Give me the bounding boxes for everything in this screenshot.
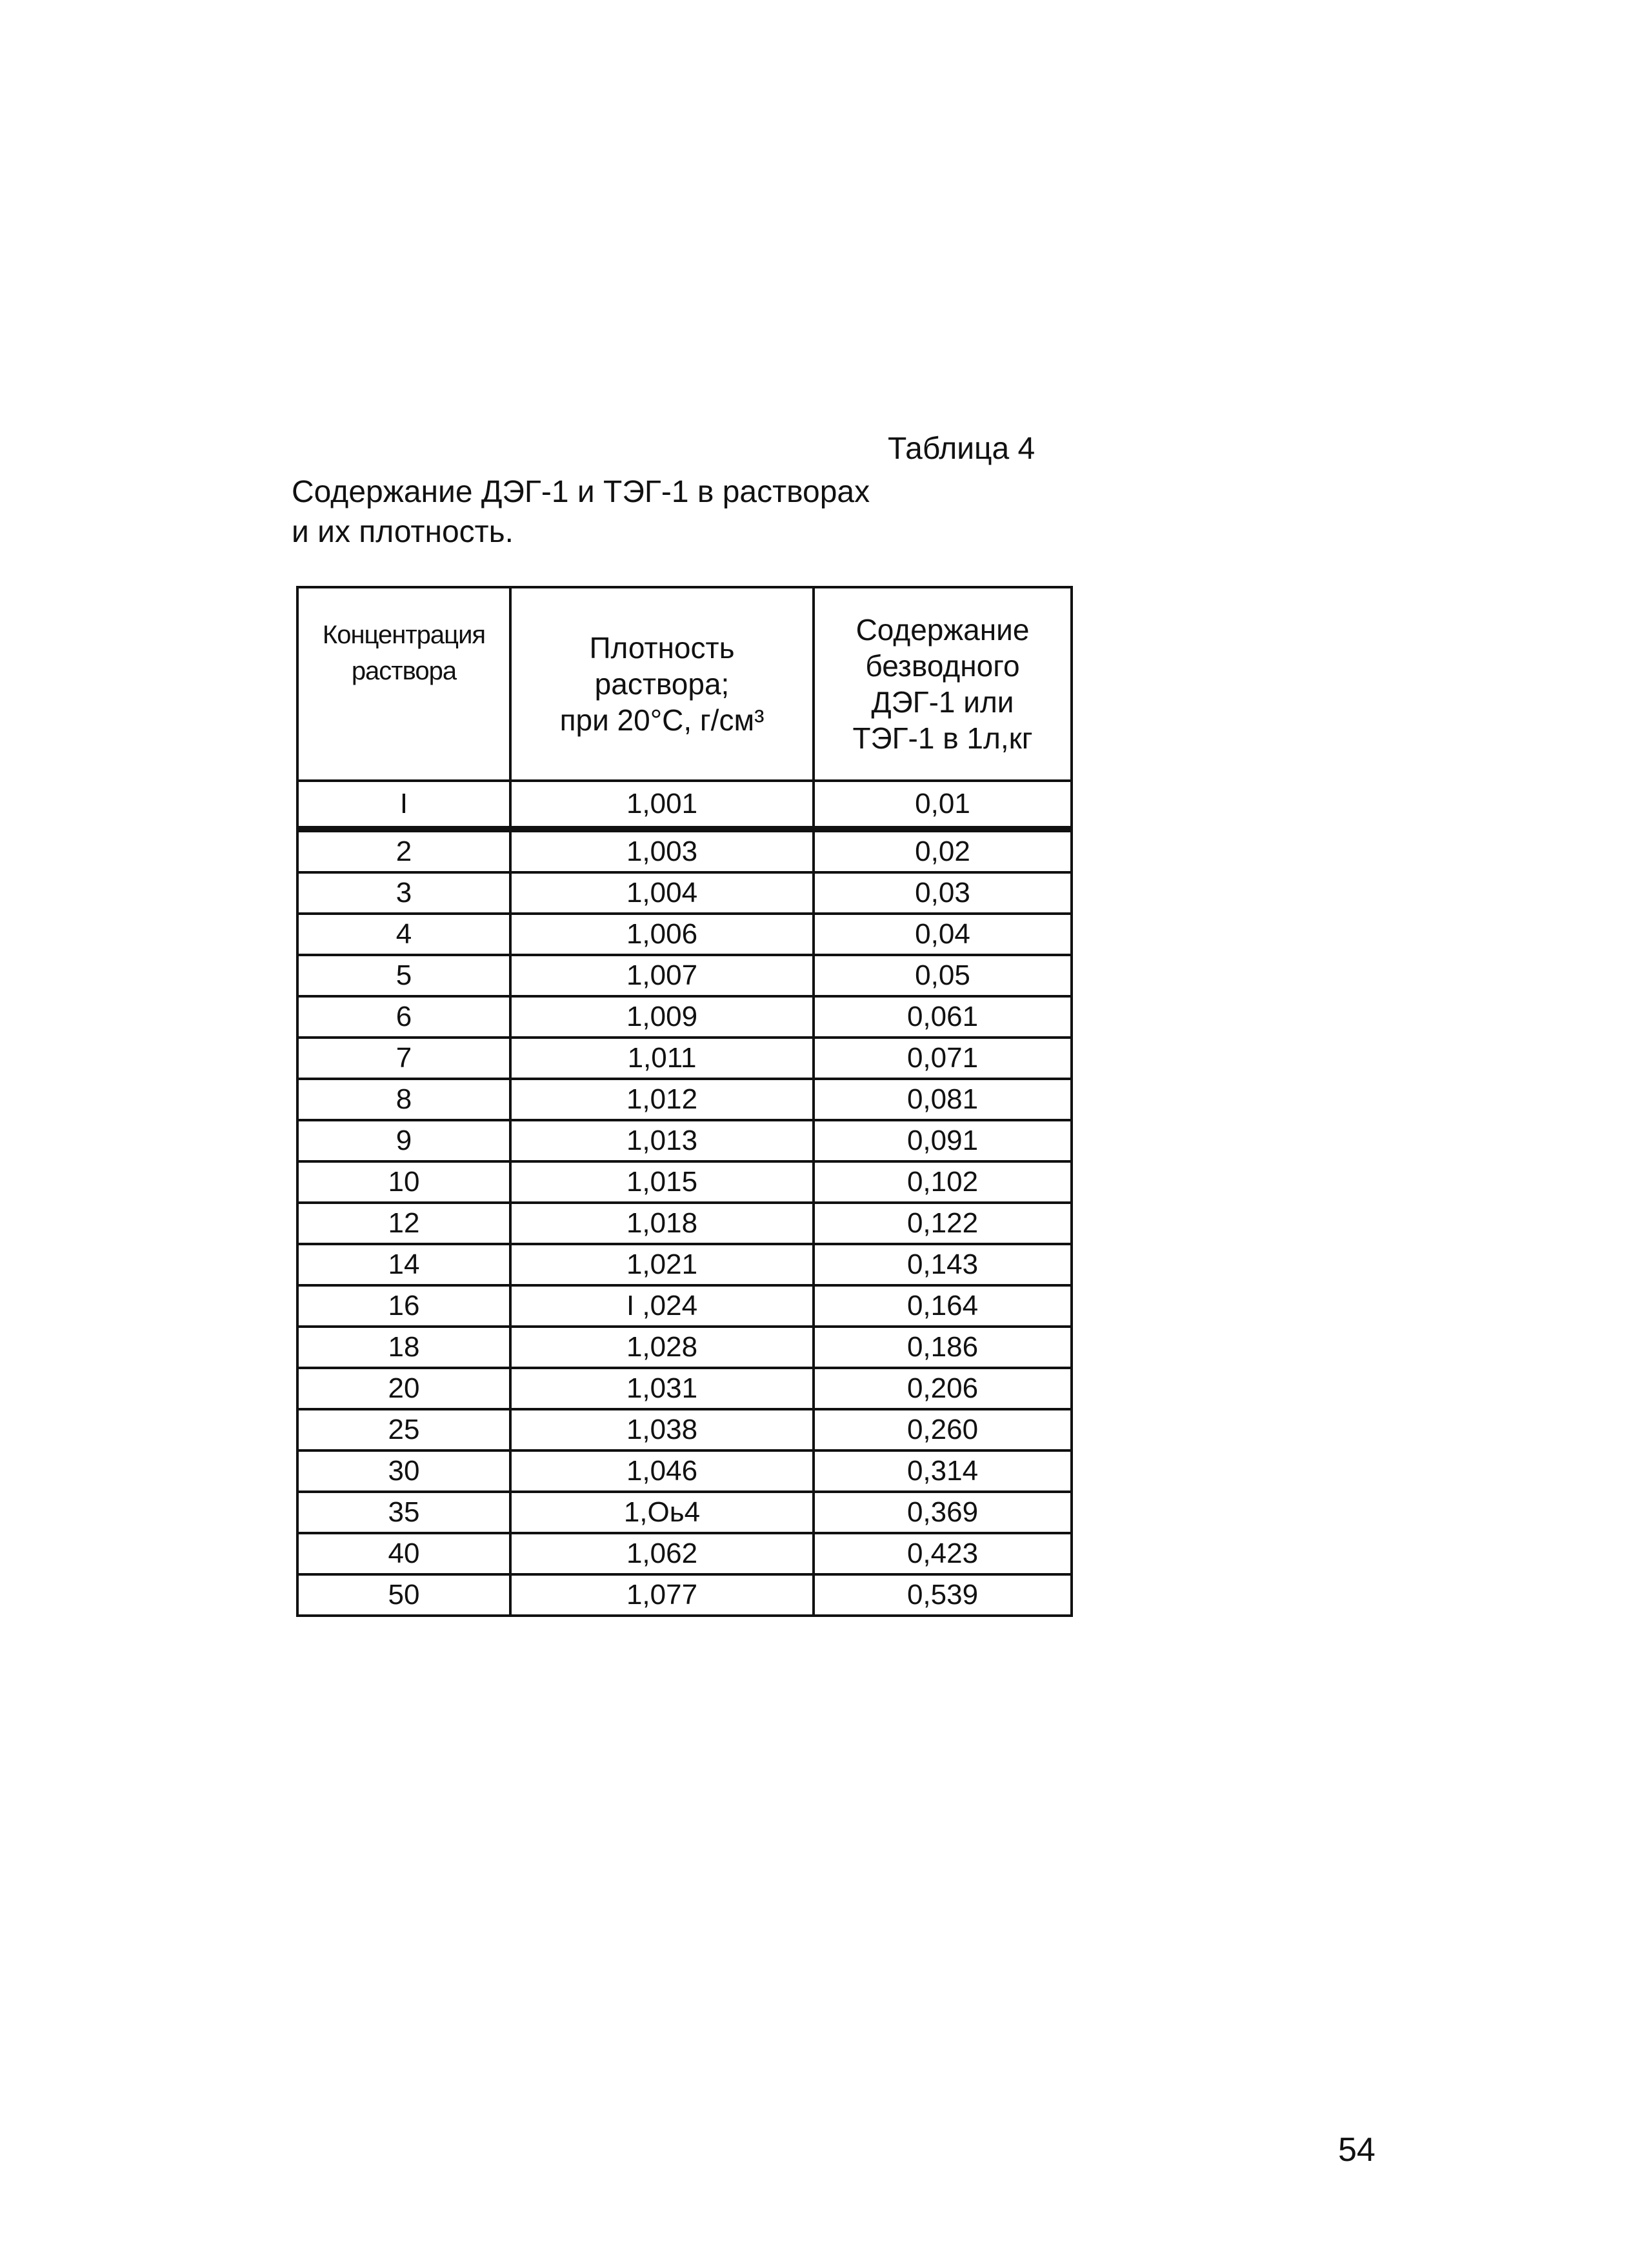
cell-concentration: 8 <box>297 1079 510 1120</box>
cell-concentration: 7 <box>297 1038 510 1079</box>
header-concentration-line: Концентрация <box>322 621 486 649</box>
table-row <box>297 1492 1072 1533</box>
table-row <box>297 1120 1072 1161</box>
table-row <box>297 1368 1072 1409</box>
cell-concentration: 18 <box>297 1327 510 1368</box>
table-row <box>297 829 1072 872</box>
cell-concentration: 6 <box>297 996 510 1038</box>
table-row <box>297 996 1072 1038</box>
cell-concentration: 40 <box>297 1533 510 1574</box>
cell-content: 0,03 <box>814 872 1072 914</box>
cell-concentration: 3 <box>297 872 510 914</box>
cell-content: 0,01 <box>814 781 1072 829</box>
table-row <box>297 781 1072 829</box>
table-row <box>297 1533 1072 1574</box>
cell-density: 1,013 <box>510 1120 814 1161</box>
table-row <box>297 1161 1072 1203</box>
header-content <box>814 587 1072 781</box>
cell-concentration: 16 <box>297 1285 510 1327</box>
table-row <box>297 914 1072 955</box>
table-row <box>297 1574 1072 1616</box>
table-row <box>297 1327 1072 1368</box>
header-content-line: ДЭГ-1 или <box>871 685 1014 719</box>
cell-content: 0,206 <box>814 1368 1072 1409</box>
table-caption <box>292 472 870 552</box>
cell-concentration: 25 <box>297 1409 510 1450</box>
cell-content: 0,122 <box>814 1203 1072 1244</box>
cell-content: 0,369 <box>814 1492 1072 1533</box>
cell-content: 0,04 <box>814 914 1072 955</box>
cell-density: 1,007 <box>510 955 814 996</box>
table-header-row <box>297 587 1072 781</box>
cell-concentration: 4 <box>297 914 510 955</box>
header-content-line: ТЭГ-1 в 1л,кг <box>852 721 1033 755</box>
cell-content: 0,260 <box>814 1409 1072 1450</box>
header-density <box>510 587 814 781</box>
cell-content: 0,091 <box>814 1120 1072 1161</box>
cell-density: 1,006 <box>510 914 814 955</box>
cell-content: 0,143 <box>814 1244 1072 1285</box>
cell-content: 0,539 <box>814 1574 1072 1616</box>
table-row <box>297 1038 1072 1079</box>
cell-concentration: 50 <box>297 1574 510 1616</box>
table-row <box>297 955 1072 996</box>
cell-concentration: 5 <box>297 955 510 996</box>
cell-concentration: 2 <box>297 829 510 872</box>
cell-density: 1,018 <box>510 1203 814 1244</box>
cell-density: 1,046 <box>510 1450 814 1492</box>
table-label: Таблица 4 <box>888 432 1036 466</box>
cell-density: 1,021 <box>510 1244 814 1285</box>
concentration-density-table <box>296 586 1073 1617</box>
cell-content: 0,186 <box>814 1327 1072 1368</box>
cell-concentration: 14 <box>297 1244 510 1285</box>
caption-line-2: и их плотность. <box>292 515 514 549</box>
cell-density: 1,012 <box>510 1079 814 1120</box>
cell-content: 0,02 <box>814 829 1072 872</box>
table-row <box>297 1244 1072 1285</box>
caption-line-1: Содержание ДЭГ-1 и ТЭГ-1 в растворах <box>292 475 870 509</box>
cell-density: 1,004 <box>510 872 814 914</box>
header-concentration-line: раствора <box>351 657 457 685</box>
cell-content: 0,102 <box>814 1161 1072 1203</box>
cell-concentration: 30 <box>297 1450 510 1492</box>
cell-density: 1,001 <box>510 781 814 829</box>
cell-content: 0,423 <box>814 1533 1072 1574</box>
cell-content: 0,164 <box>814 1285 1072 1327</box>
header-concentration <box>297 587 510 781</box>
cell-content: 0,314 <box>814 1450 1072 1492</box>
cell-content: 0,071 <box>814 1038 1072 1079</box>
cell-density: 1,Оь4 <box>510 1492 814 1533</box>
cell-density: 1,009 <box>510 996 814 1038</box>
header-content-line: Содержание <box>856 613 1030 647</box>
cell-density: I ,024 <box>510 1285 814 1327</box>
cell-density: 1,038 <box>510 1409 814 1450</box>
table-row <box>297 1203 1072 1244</box>
table-row <box>297 1079 1072 1120</box>
table-body <box>297 781 1072 1616</box>
table-row <box>297 1285 1072 1327</box>
cell-density: 1,077 <box>510 1574 814 1616</box>
header-density-line: Плотность <box>589 631 735 665</box>
cell-concentration: 35 <box>297 1492 510 1533</box>
cell-content: 0,05 <box>814 955 1072 996</box>
table-row <box>297 1450 1072 1492</box>
cell-concentration: 20 <box>297 1368 510 1409</box>
cell-concentration: 9 <box>297 1120 510 1161</box>
cell-content: 0,081 <box>814 1079 1072 1120</box>
table-row <box>297 1409 1072 1450</box>
cell-density: 1,028 <box>510 1327 814 1368</box>
cell-density: 1,062 <box>510 1533 814 1574</box>
header-content-line: безводного <box>865 649 1020 683</box>
cell-concentration: 10 <box>297 1161 510 1203</box>
table-row <box>297 872 1072 914</box>
cell-concentration: 12 <box>297 1203 510 1244</box>
cell-density: 1,015 <box>510 1161 814 1203</box>
header-density-line: при 20°С, г/см³ <box>559 703 765 737</box>
page-number: 54 <box>1338 2131 1376 2169</box>
cell-density: 1,031 <box>510 1368 814 1409</box>
cell-density: 1,003 <box>510 829 814 872</box>
cell-concentration: I <box>297 781 510 829</box>
header-density-line: раствора; <box>594 667 730 701</box>
cell-content: 0,061 <box>814 996 1072 1038</box>
cell-density: 1,011 <box>510 1038 814 1079</box>
